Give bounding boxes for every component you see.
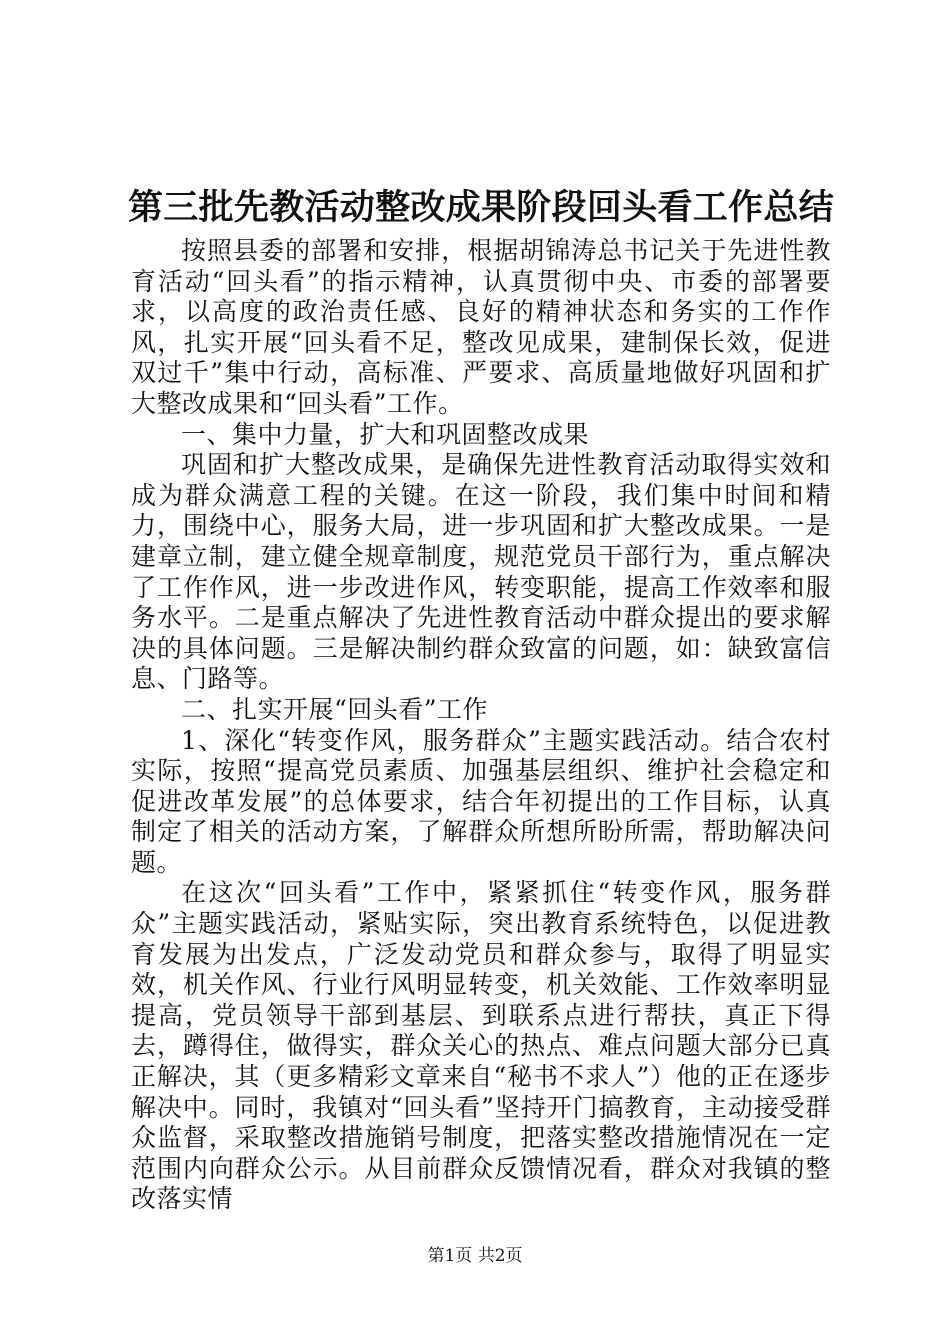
body-paragraph: 在这次“回头看”工作中，紧紧抓住“转变作风，服务群众”主题实践活动，紧贴实际，突出教育系统特色，以促进教育发展为出发点，广泛发动党员和群众参与，取得了明显实效，机关作风、行业行风明显转变，机关效能、工作效率明显提高，党员领导干部到基层、到联系点进行帮扶，真正下得去，蹲得住，做得实，群众关心的热点、难点问题大部分已真正解决，其（更多精彩文章来自“秘书不求人”）他的正在逐步解决中。同时，我镇对“回头看”坚持开门搞教育，主动接受群众监督，采取整改措施销号制度，把落实整改措施情况在一定范围内向群众公示。从目前群众反馈情况看，群众对我镇的整改落实情 [131,878,831,1214]
section-heading-2: 二、扎实开展“回头看”工作 [181,694,489,724]
document-title: 第三批先教活动整改成果阶段回头看工作总结 [128,187,835,228]
page-footer: 第1页 共2页 [427,1246,523,1266]
section-heading-1: 一、集中力量，扩大和巩固整改成果 [181,419,590,449]
body-paragraph: 巩固和扩大整改成果，是确保先进性教育活动取得实效和成为群众满意工程的关键。在这一阶段，我们集中时间和精力，围绕中心，服务大局，进一步巩固和扩大整改成果。一是建章立制，建立健全规章制度，规范党员干部行为，重点解决了工作作风，进一步改进作风，转变职能，提高工作效率和服务水平。二是重点解决了先进性教育活动中群众提出的要求解决的具体问题。三是解决制约群众致富的问题，如：缺致富信息、门路等。 [131,450,831,694]
document-body [131,236,831,1215]
body-paragraph: 1、深化“转变作风，服务群众”主题实践活动。结合农村实际，按照“提高党员素质、加强基层组织、维护社会稳定和促进改革发展”的总体要求，结合年初提出的工作目标，认真制定了相关的活动方案，了解群众所想所盼所需，帮助解决问题。 [131,725,831,877]
intro-paragraph: 按照县委的部署和安排，根据胡锦涛总书记关于先进性教育活动“回头看”的指示精神，认真贯彻中央、市委的部署要求，以高度的政治责任感、良好的精神状态和务实的工作作风，扎实开展“回头看不足，整改见成果，建制保长效，促进双过千”集中行动，高标准、严要求、高质量地做好巩固和扩大整改成果和“回头看”工作。 [131,236,831,418]
